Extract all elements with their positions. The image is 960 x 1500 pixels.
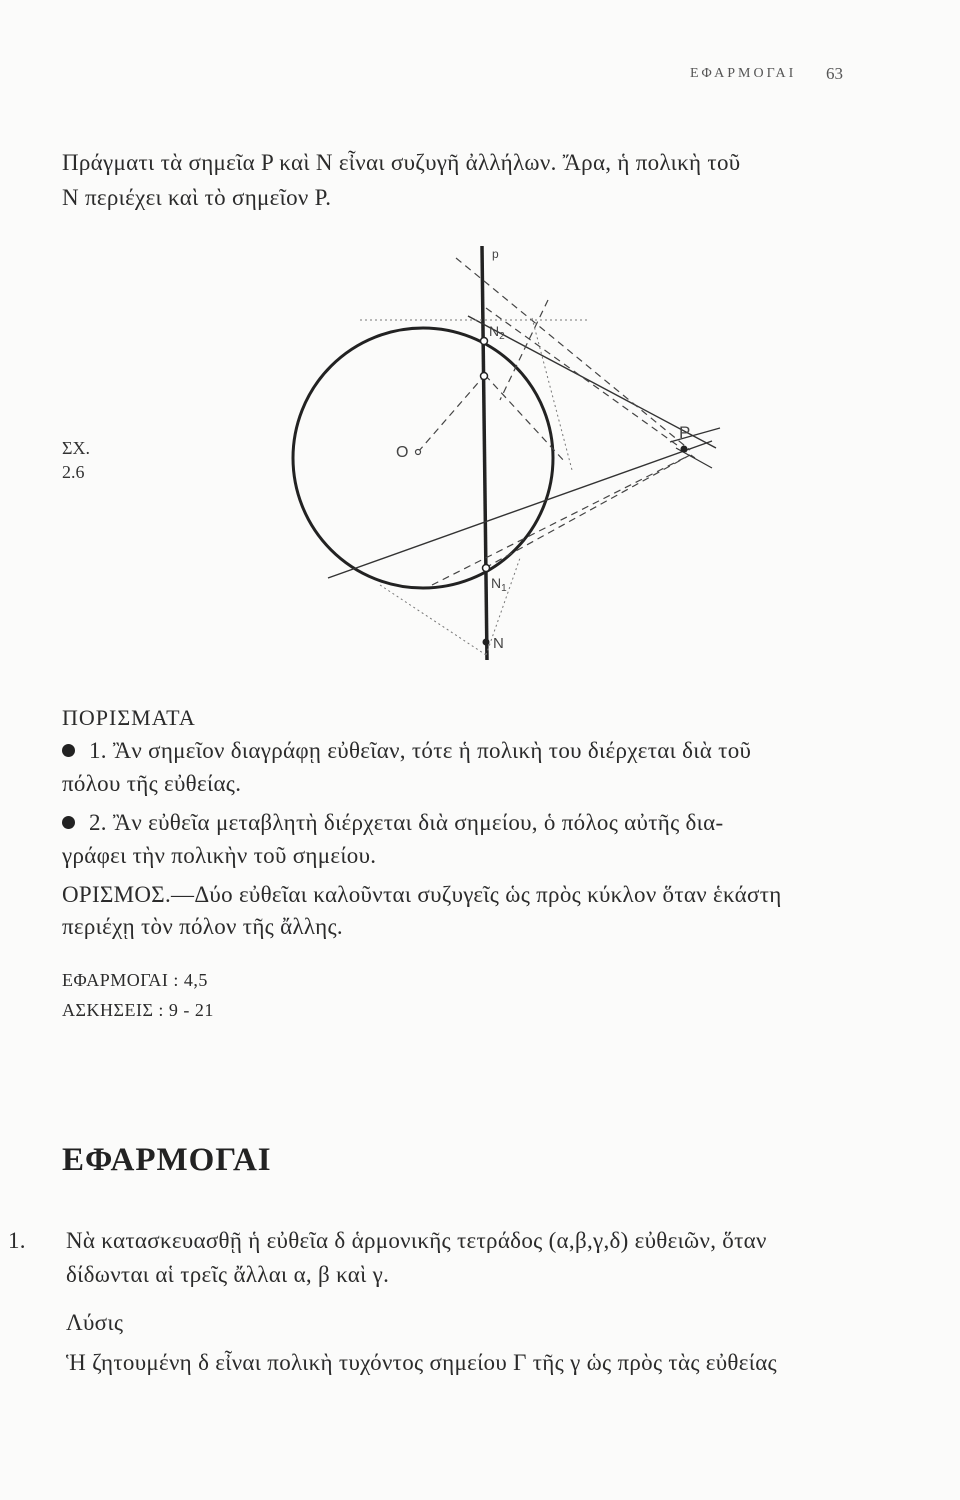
dashed-line-1 [456, 258, 690, 450]
section-title: ΕΦΑΡΜΟΓΑΙ [62, 1142, 272, 1178]
corollary-2-line-1: 2. Ἂν εὐθεῖα μεταβλητὴ διέρχεται διὰ σημείου, ὁ πόλος αὐτῆς δια- [62, 810, 723, 836]
bullet-icon [62, 816, 75, 829]
definition-line-1: ΟΡΙΣΜΟΣ.—Δύο εὐθεῖαι καλοῦνται συζυγεῖς ὡς πρὸς κύκλον ὅταν ἑκάστη [62, 882, 782, 907]
point-N1 [483, 565, 490, 572]
figure-caption-number: 2.6 [62, 462, 85, 482]
point-N-construction [481, 373, 488, 380]
intro-line-1: Πράγματι τὰ σημεῖα P καὶ N εἶναι συζυγῆ ἀλλήλων. Ἄρα, ἡ πολικὴ τοῦ [62, 150, 741, 175]
label-N1: $N_1$ [491, 575, 507, 594]
intro-line-2: N περιέχει καὶ τὸ σημεῖον P. [62, 185, 332, 210]
point-O [416, 450, 421, 455]
running-title: ΕΦΑΡΜΟΓΑΙ [690, 66, 797, 81]
exercise-line-1: Νὰ κατασκευασθῇ ἡ εὐθεῖα δ ἁρμονικῆς τετράδος (α,β,γ,δ) εὐθειῶν, ὅταν [66, 1228, 767, 1253]
point-N [483, 639, 490, 646]
label-p: p [492, 247, 499, 261]
dashed-line-oN [418, 376, 484, 452]
page-number: 63 [826, 64, 843, 83]
secant-line [328, 441, 712, 578]
solution-heading: Λύσις [66, 1310, 124, 1335]
dotted-line-bottom-left [380, 585, 486, 655]
dashed-line-3 [485, 375, 565, 462]
bullet-icon [62, 744, 75, 757]
exercise-number: 1. [8, 1228, 26, 1253]
pole-polar-figure [0, 0, 960, 700]
point-N2 [481, 338, 488, 345]
figure-caption-label: ΣΧ. [62, 438, 90, 458]
point-P [681, 446, 688, 453]
definition-line-2: περιέχῃ τὸν πόλον τῆς ἄλλης. [62, 914, 343, 939]
corollaries-heading: ΠΟΡΙΣΜΑΤΑ [62, 705, 196, 730]
label-O: O [396, 444, 409, 461]
dashed-line-6 [500, 300, 548, 400]
label-P: P [679, 423, 691, 442]
label-N2: $N_2$ [489, 323, 505, 342]
corollary-1-line-1: 1. Ἂν σημεῖον διαγράφῃ εὐθεῖαν, τότε ἡ πολικὴ του διέρχεται διὰ τοῦ [62, 738, 751, 764]
corollary-1-line-2: πόλου τῆς εὐθείας. [62, 771, 242, 796]
dashed-line-4 [432, 455, 690, 585]
exercise-line-2: δίδωνται αἱ τρεῖς ἄλλαι α, β καὶ γ. [66, 1262, 390, 1287]
circle [293, 328, 553, 588]
dashed-line-2 [486, 308, 695, 458]
solution-line-1: Ἡ ζητουμένη δ εἶναι πολικὴ τυχόντος σημείου Γ τῆς γ ὡς πρὸς τὰς εὐθείας [66, 1350, 777, 1375]
applications-ref: ΕΦΑΡΜΟΓΑΙ : 4,5 [62, 970, 208, 990]
label-N: N [493, 635, 504, 652]
corollary-2-line-2: γράφει τὴν πολικὴν τοῦ σημείου. [62, 843, 377, 868]
exercises-ref: ΑΣΚΗΣΕΙΣ : 9 - 21 [62, 1000, 214, 1020]
